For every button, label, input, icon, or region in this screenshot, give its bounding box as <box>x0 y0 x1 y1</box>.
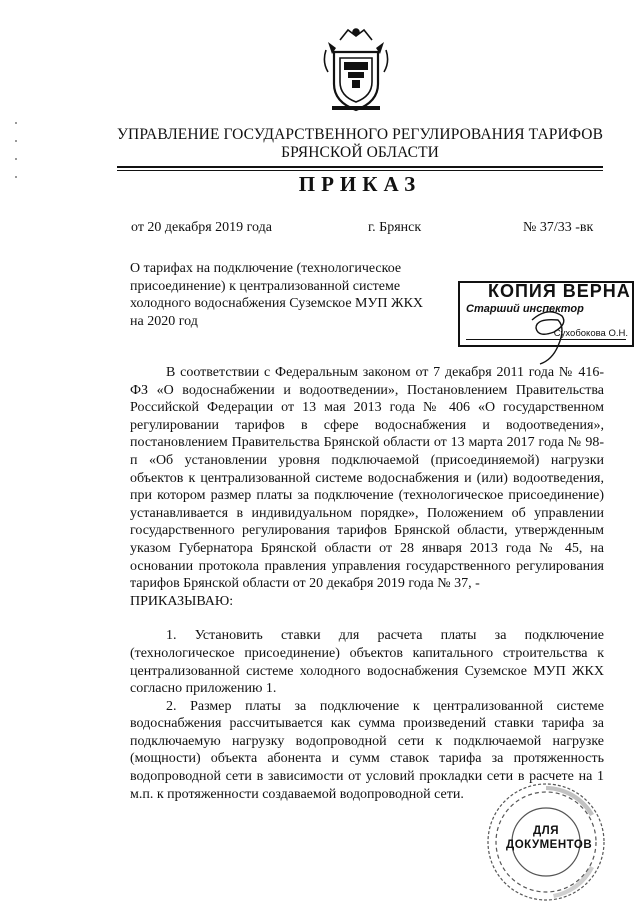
seal-label <box>506 824 593 852</box>
order-preamble: В соответствии с Федеральным законом от 7 декабря 2011 года № 416-ФЗ «О водоснабжении и водоотведении», Постановлением Правительства Российской Федерации от 13 мая 2013 года № 406 «О государственном регулировании тарифов в сфере водоснабжения и водоотведения», постановлением Правительства Брянской области от 13 марта 2017 года № 98-п «Об установлении уровня подключаемой (присоединяемой) нагрузки объектов к централизованной системе водоснабжения и (или) водоотведения, при котором размер платы за подключение (технологическое присоединение) устанавливается в индивидуальном порядке», Положением об управлении государственного регулирования тарифов Брянской области, утвержденным указом Губернатора Брянской области от 28 января 2013 года № 45, на основании протокола правления управления государственного регулирования тарифов Брянской области от 20 декабря 2019 года № 37, - <box>130 365 604 592</box>
stamp-title: КОПИЯ ВЕРНА <box>488 281 631 301</box>
header-rule-thick <box>117 166 603 168</box>
order-item-1: 1. Установить ставки для расчета платы за подключение (технологическое присоединение) объектов капитального строительства к централизованной системе холодного водоснабжения Суземское МУП ЖКХ согласно приложению 1. <box>130 628 604 697</box>
seal-label-line2: ДОКУМЕНТОВ <box>506 839 593 851</box>
organization-title-line2: БРЯНСКОЙ ОБЛАСТИ <box>281 144 439 161</box>
seal-label-line1: ДЛЯ <box>532 825 560 837</box>
coat-of-arms-emblem <box>318 22 394 114</box>
organization-title-line1: УПРАВЛЕНИЕ ГОСУДАРСТВЕННОГО РЕГУЛИРОВАНИЯ ТАРИФОВ <box>116 126 604 143</box>
order-item-2: 2. Размер платы за подключение к централизованной системе водоснабжения рассчитывается как сумма произведений ставки тарифа за подключаемую нагрузку водопроводной сети к подключаемой нагрузке (мощности) объекта абонента и сумм ставок тарифа за протяженность водопроводной сети в зависимости от условий прокладки сети в расчете на 1 м.п. к протяженности создаваемой водопроводной сети. <box>130 698 604 802</box>
order-date: от 20 декабря 2019 года <box>131 220 272 235</box>
order-subject: О тарифах на подключение (технологическое присоединение) к централизованной системе холодного водоснабжения Суземское МУП ЖКХ на 2020 год <box>130 261 424 329</box>
scan-edge-marks <box>14 118 18 198</box>
order-command-word: ПРИКАЗЫВАЮ: <box>130 593 234 609</box>
handwritten-signature <box>518 306 578 368</box>
order-body <box>130 364 604 803</box>
header-rule-thin <box>117 170 603 171</box>
order-number: № 37/33 -вк <box>523 220 594 235</box>
organization-title <box>110 126 610 162</box>
stamp-name: Сухобокова О.Н. <box>553 328 628 339</box>
order-city: г. Брянск <box>368 220 422 235</box>
paragraph-spacer <box>130 610 604 627</box>
document-type-title: ПРИКАЗ <box>298 172 422 196</box>
stamp-role: Старший инспектор <box>466 303 584 315</box>
